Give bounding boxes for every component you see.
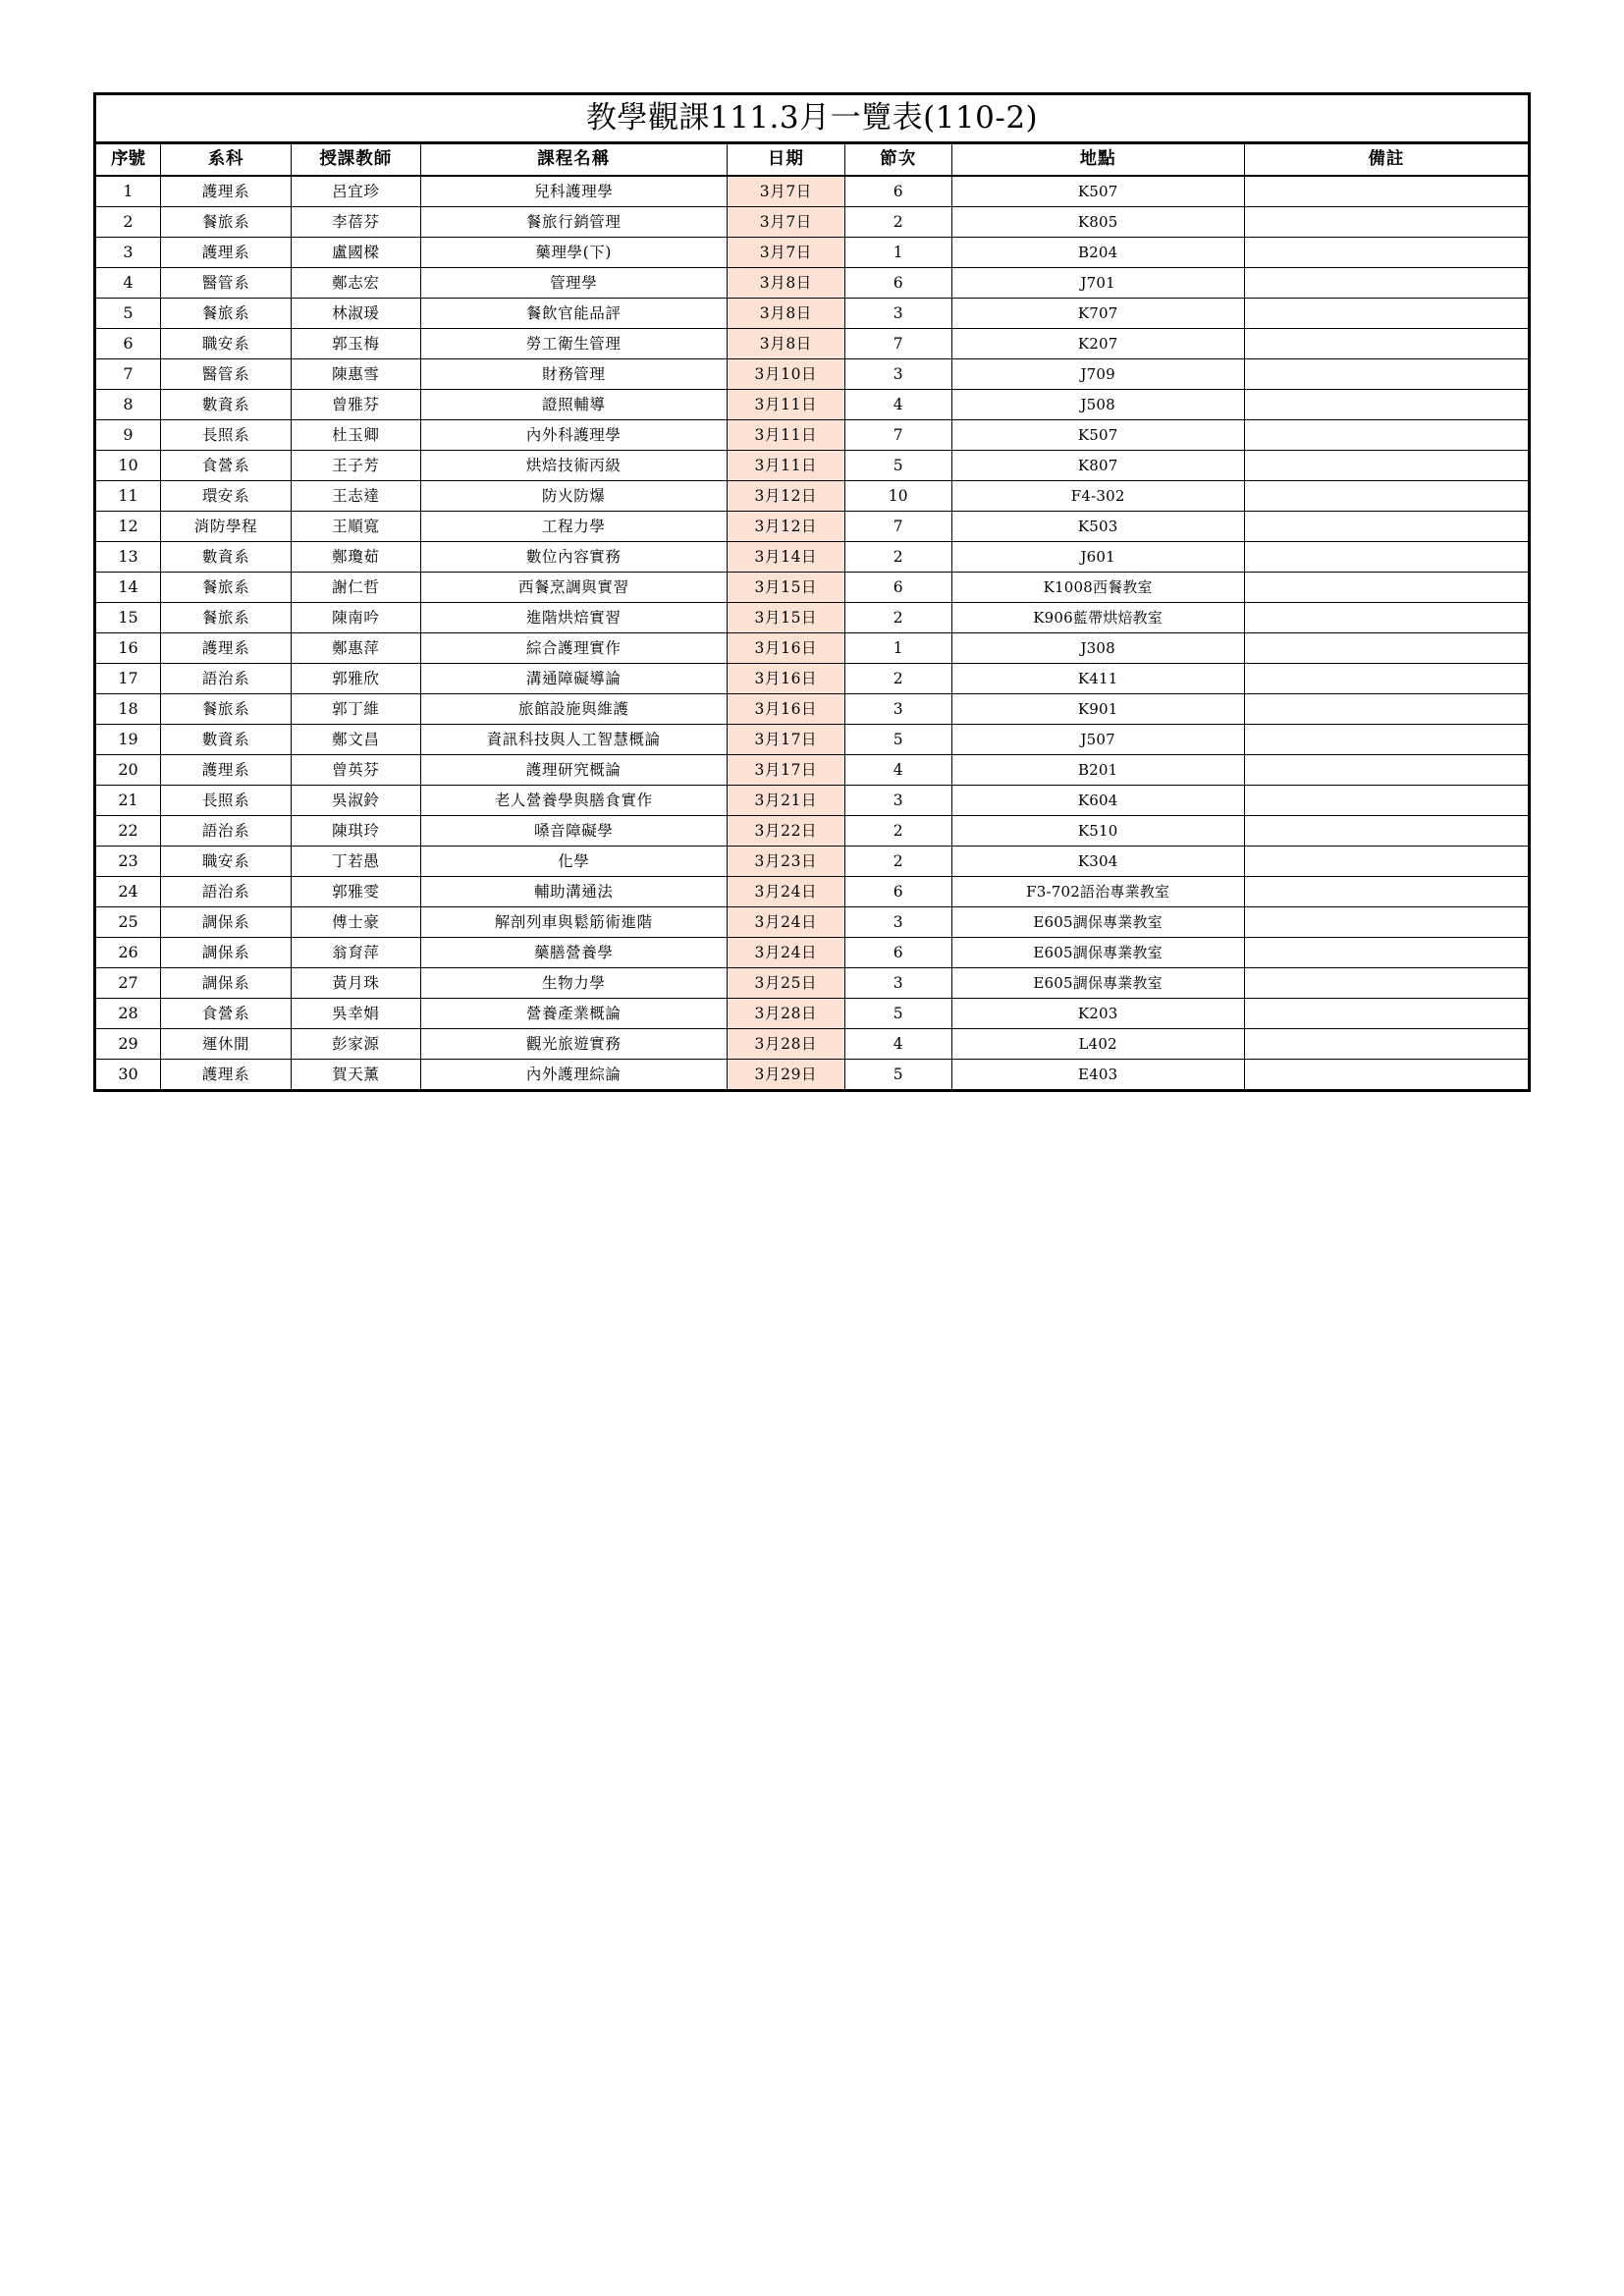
cell-room: E605調保專業教室	[951, 907, 1244, 938]
cell-course: 勞工衛生管理	[420, 329, 727, 359]
table-row	[95, 877, 1530, 907]
table-row	[95, 359, 1530, 390]
cell-room: E605調保專業教室	[951, 938, 1244, 968]
cell-seq: 2	[95, 207, 161, 238]
cell-period: 2	[844, 664, 951, 694]
cell-teacher: 陳南吟	[291, 603, 420, 633]
column-header-teacher: 授課教師	[291, 143, 420, 177]
cell-note	[1244, 451, 1529, 481]
cell-seq: 17	[95, 664, 161, 694]
cell-date: 3月17日	[727, 725, 844, 755]
cell-dept: 調保系	[161, 968, 292, 999]
schedule-table	[93, 92, 1531, 1092]
cell-period: 3	[844, 786, 951, 816]
cell-seq: 24	[95, 877, 161, 907]
cell-date: 3月14日	[727, 542, 844, 573]
cell-seq: 5	[95, 299, 161, 329]
cell-note	[1244, 420, 1529, 451]
table-row	[95, 664, 1530, 694]
cell-seq: 16	[95, 633, 161, 664]
cell-teacher: 郭雅雯	[291, 877, 420, 907]
cell-date: 3月15日	[727, 603, 844, 633]
cell-note	[1244, 725, 1529, 755]
cell-period: 2	[844, 847, 951, 877]
cell-teacher: 陳惠雪	[291, 359, 420, 390]
title-row	[95, 94, 1530, 143]
cell-room: F4-302	[951, 481, 1244, 512]
table-row	[95, 816, 1530, 847]
cell-date: 3月24日	[727, 877, 844, 907]
cell-date: 3月7日	[727, 238, 844, 268]
cell-seq: 20	[95, 755, 161, 786]
cell-seq: 3	[95, 238, 161, 268]
cell-course: 化學	[420, 847, 727, 877]
cell-note	[1244, 877, 1529, 907]
cell-note	[1244, 481, 1529, 512]
cell-period: 2	[844, 542, 951, 573]
cell-date: 3月16日	[727, 633, 844, 664]
cell-course: 老人營養學與膳食實作	[420, 786, 727, 816]
cell-course: 營養產業概論	[420, 999, 727, 1029]
cell-seq: 30	[95, 1060, 161, 1091]
table-row	[95, 725, 1530, 755]
table-row	[95, 420, 1530, 451]
cell-note	[1244, 176, 1529, 207]
cell-date: 3月11日	[727, 451, 844, 481]
cell-dept: 數資系	[161, 390, 292, 420]
cell-room: J601	[951, 542, 1244, 573]
cell-room: K503	[951, 512, 1244, 542]
cell-dept: 護理系	[161, 1060, 292, 1091]
cell-note	[1244, 329, 1529, 359]
cell-teacher: 鄭文昌	[291, 725, 420, 755]
table-row	[95, 329, 1530, 359]
column-header-seq: 序號	[95, 143, 161, 177]
cell-room: K1008西餐教室	[951, 573, 1244, 603]
cell-room: E605調保專業教室	[951, 968, 1244, 999]
cell-note	[1244, 755, 1529, 786]
cell-room: K807	[951, 451, 1244, 481]
cell-note	[1244, 359, 1529, 390]
cell-room: K304	[951, 847, 1244, 877]
cell-course: 進階烘焙實習	[420, 603, 727, 633]
cell-date: 3月12日	[727, 512, 844, 542]
cell-course: 證照輔導	[420, 390, 727, 420]
cell-note	[1244, 542, 1529, 573]
cell-seq: 4	[95, 268, 161, 299]
column-header-date: 日期	[727, 143, 844, 177]
schedule-table-body	[95, 94, 1530, 1091]
cell-course: 旅館設施與維護	[420, 694, 727, 725]
cell-room: K510	[951, 816, 1244, 847]
table-row	[95, 481, 1530, 512]
cell-period: 5	[844, 999, 951, 1029]
cell-course: 餐旅行銷管理	[420, 207, 727, 238]
cell-note	[1244, 786, 1529, 816]
cell-dept: 餐旅系	[161, 299, 292, 329]
cell-period: 7	[844, 329, 951, 359]
cell-teacher: 郭雅欣	[291, 664, 420, 694]
cell-seq: 29	[95, 1029, 161, 1060]
cell-room: L402	[951, 1029, 1244, 1060]
cell-note	[1244, 1060, 1529, 1091]
cell-period: 2	[844, 603, 951, 633]
cell-date: 3月8日	[727, 299, 844, 329]
cell-dept: 環安系	[161, 481, 292, 512]
cell-dept: 語治系	[161, 664, 292, 694]
cell-teacher: 翁育萍	[291, 938, 420, 968]
cell-teacher: 郭丁維	[291, 694, 420, 725]
cell-dept: 數資系	[161, 542, 292, 573]
column-header-period: 節次	[844, 143, 951, 177]
cell-dept: 醫管系	[161, 359, 292, 390]
cell-seq: 21	[95, 786, 161, 816]
cell-note	[1244, 968, 1529, 999]
cell-note	[1244, 816, 1529, 847]
page-title: 教學觀課111.3月一覽表(110-2)	[95, 94, 1530, 143]
cell-teacher: 丁若愚	[291, 847, 420, 877]
cell-note	[1244, 268, 1529, 299]
cell-dept: 餐旅系	[161, 694, 292, 725]
cell-period: 6	[844, 268, 951, 299]
table-row	[95, 451, 1530, 481]
cell-period: 6	[844, 176, 951, 207]
cell-course: 內外科護理學	[420, 420, 727, 451]
cell-dept: 職安系	[161, 847, 292, 877]
cell-dept: 醫管系	[161, 268, 292, 299]
table-row	[95, 694, 1530, 725]
cell-course: 綜合護理實作	[420, 633, 727, 664]
cell-period: 5	[844, 725, 951, 755]
cell-seq: 27	[95, 968, 161, 999]
cell-note	[1244, 1029, 1529, 1060]
table-row	[95, 847, 1530, 877]
cell-date: 3月21日	[727, 786, 844, 816]
cell-seq: 8	[95, 390, 161, 420]
cell-teacher: 鄭志宏	[291, 268, 420, 299]
cell-dept: 長照系	[161, 786, 292, 816]
cell-seq: 25	[95, 907, 161, 938]
cell-course: 觀光旅遊實務	[420, 1029, 727, 1060]
cell-date: 3月11日	[727, 390, 844, 420]
cell-date: 3月29日	[727, 1060, 844, 1091]
cell-date: 3月11日	[727, 420, 844, 451]
table-row	[95, 755, 1530, 786]
cell-room: J709	[951, 359, 1244, 390]
cell-seq: 26	[95, 938, 161, 968]
cell-teacher: 盧國樑	[291, 238, 420, 268]
cell-room: K805	[951, 207, 1244, 238]
cell-room: J507	[951, 725, 1244, 755]
cell-period: 6	[844, 938, 951, 968]
cell-period: 1	[844, 633, 951, 664]
cell-dept: 護理系	[161, 755, 292, 786]
cell-note	[1244, 847, 1529, 877]
cell-seq: 9	[95, 420, 161, 451]
cell-date: 3月16日	[727, 664, 844, 694]
table-row	[95, 1029, 1530, 1060]
cell-room: K207	[951, 329, 1244, 359]
cell-seq: 19	[95, 725, 161, 755]
cell-room: J701	[951, 268, 1244, 299]
cell-period: 2	[844, 816, 951, 847]
cell-dept: 護理系	[161, 176, 292, 207]
cell-seq: 11	[95, 481, 161, 512]
cell-seq: 12	[95, 512, 161, 542]
cell-period: 1	[844, 238, 951, 268]
cell-period: 7	[844, 512, 951, 542]
cell-dept: 餐旅系	[161, 603, 292, 633]
cell-course: 資訊科技與人工智慧概論	[420, 725, 727, 755]
cell-course: 數位內容實務	[420, 542, 727, 573]
cell-note	[1244, 907, 1529, 938]
cell-note	[1244, 999, 1529, 1029]
cell-teacher: 謝仁哲	[291, 573, 420, 603]
cell-period: 3	[844, 907, 951, 938]
cell-date: 3月24日	[727, 907, 844, 938]
column-header-dept: 系科	[161, 143, 292, 177]
cell-period: 3	[844, 694, 951, 725]
cell-room: B204	[951, 238, 1244, 268]
cell-period: 6	[844, 573, 951, 603]
cell-teacher: 彭家源	[291, 1029, 420, 1060]
cell-date: 3月7日	[727, 207, 844, 238]
table-row	[95, 999, 1530, 1029]
cell-teacher: 曾英芬	[291, 755, 420, 786]
cell-teacher: 陳琪玲	[291, 816, 420, 847]
cell-course: 工程力學	[420, 512, 727, 542]
cell-date: 3月16日	[727, 694, 844, 725]
cell-teacher: 杜玉卿	[291, 420, 420, 451]
cell-course: 生物力學	[420, 968, 727, 999]
cell-room: K411	[951, 664, 1244, 694]
cell-seq: 10	[95, 451, 161, 481]
cell-date: 3月25日	[727, 968, 844, 999]
table-row	[95, 1060, 1530, 1091]
cell-date: 3月23日	[727, 847, 844, 877]
cell-note	[1244, 603, 1529, 633]
cell-teacher: 王子芳	[291, 451, 420, 481]
cell-seq: 15	[95, 603, 161, 633]
cell-course: 解剖列車與鬆筋術進階	[420, 907, 727, 938]
cell-course: 財務管理	[420, 359, 727, 390]
cell-note	[1244, 633, 1529, 664]
cell-course: 餐飲官能品評	[420, 299, 727, 329]
cell-period: 5	[844, 1060, 951, 1091]
cell-seq: 6	[95, 329, 161, 359]
cell-course: 兒科護理學	[420, 176, 727, 207]
cell-period: 4	[844, 1029, 951, 1060]
cell-dept: 語治系	[161, 816, 292, 847]
table-row	[95, 573, 1530, 603]
cell-dept: 數資系	[161, 725, 292, 755]
cell-period: 3	[844, 968, 951, 999]
table-row	[95, 907, 1530, 938]
schedule-sheet	[93, 92, 1531, 1092]
table-row	[95, 390, 1530, 420]
cell-date: 3月24日	[727, 938, 844, 968]
cell-dept: 消防學程	[161, 512, 292, 542]
cell-room: J508	[951, 390, 1244, 420]
cell-date: 3月8日	[727, 329, 844, 359]
cell-date: 3月28日	[727, 1029, 844, 1060]
cell-teacher: 王順寬	[291, 512, 420, 542]
cell-seq: 14	[95, 573, 161, 603]
cell-note	[1244, 390, 1529, 420]
cell-note	[1244, 207, 1529, 238]
cell-period: 7	[844, 420, 951, 451]
cell-date: 3月10日	[727, 359, 844, 390]
table-row	[95, 207, 1530, 238]
cell-seq: 13	[95, 542, 161, 573]
cell-course: 防火防爆	[420, 481, 727, 512]
table-header-row	[95, 143, 1530, 177]
column-header-course: 課程名稱	[420, 143, 727, 177]
cell-date: 3月22日	[727, 816, 844, 847]
cell-teacher: 傅士豪	[291, 907, 420, 938]
cell-note	[1244, 238, 1529, 268]
cell-course: 內外護理綜論	[420, 1060, 727, 1091]
table-row	[95, 299, 1530, 329]
cell-room: E403	[951, 1060, 1244, 1091]
cell-course: 護理研究概論	[420, 755, 727, 786]
cell-note	[1244, 664, 1529, 694]
cell-teacher: 曾雅芬	[291, 390, 420, 420]
cell-seq: 18	[95, 694, 161, 725]
cell-course: 管理學	[420, 268, 727, 299]
cell-course: 嗓音障礙學	[420, 816, 727, 847]
cell-teacher: 賀天薰	[291, 1060, 420, 1091]
cell-dept: 調保系	[161, 907, 292, 938]
cell-dept: 調保系	[161, 938, 292, 968]
cell-note	[1244, 512, 1529, 542]
cell-course: 藥理學(下)	[420, 238, 727, 268]
cell-date: 3月15日	[727, 573, 844, 603]
table-row	[95, 968, 1530, 999]
cell-dept: 運休閒	[161, 1029, 292, 1060]
column-header-room: 地點	[951, 143, 1244, 177]
cell-seq: 28	[95, 999, 161, 1029]
cell-room: K707	[951, 299, 1244, 329]
cell-dept: 餐旅系	[161, 573, 292, 603]
cell-teacher: 王志達	[291, 481, 420, 512]
cell-seq: 7	[95, 359, 161, 390]
cell-room: B201	[951, 755, 1244, 786]
cell-dept: 食營系	[161, 999, 292, 1029]
cell-room: J308	[951, 633, 1244, 664]
cell-period: 4	[844, 755, 951, 786]
cell-period: 3	[844, 359, 951, 390]
cell-date: 3月12日	[727, 481, 844, 512]
cell-room: K604	[951, 786, 1244, 816]
cell-period: 2	[844, 207, 951, 238]
cell-dept: 護理系	[161, 238, 292, 268]
cell-teacher: 林淑瑗	[291, 299, 420, 329]
cell-teacher: 呂宜珍	[291, 176, 420, 207]
cell-room: K507	[951, 176, 1244, 207]
cell-dept: 語治系	[161, 877, 292, 907]
cell-teacher: 鄭惠萍	[291, 633, 420, 664]
cell-dept: 職安系	[161, 329, 292, 359]
table-row	[95, 603, 1530, 633]
cell-seq: 23	[95, 847, 161, 877]
cell-period: 10	[844, 481, 951, 512]
table-row	[95, 786, 1530, 816]
cell-teacher: 黃月珠	[291, 968, 420, 999]
cell-seq: 1	[95, 176, 161, 207]
cell-note	[1244, 938, 1529, 968]
cell-room: K507	[951, 420, 1244, 451]
cell-room: K906藍帶烘焙教室	[951, 603, 1244, 633]
cell-teacher: 吳淑鈴	[291, 786, 420, 816]
table-row	[95, 633, 1530, 664]
cell-course: 藥膳營養學	[420, 938, 727, 968]
cell-note	[1244, 694, 1529, 725]
cell-teacher: 郭玉梅	[291, 329, 420, 359]
cell-dept: 護理系	[161, 633, 292, 664]
cell-dept: 餐旅系	[161, 207, 292, 238]
cell-room: F3-702語治專業教室	[951, 877, 1244, 907]
cell-date: 3月28日	[727, 999, 844, 1029]
cell-teacher: 李蓓芬	[291, 207, 420, 238]
cell-dept: 食營系	[161, 451, 292, 481]
cell-period: 3	[844, 299, 951, 329]
cell-teacher: 鄭瓊茹	[291, 542, 420, 573]
table-row	[95, 512, 1530, 542]
cell-course: 西餐烹調與實習	[420, 573, 727, 603]
cell-course: 烘焙技術丙級	[420, 451, 727, 481]
cell-period: 6	[844, 877, 951, 907]
table-row	[95, 542, 1530, 573]
cell-period: 5	[844, 451, 951, 481]
column-header-note: 備註	[1244, 143, 1529, 177]
cell-period: 4	[844, 390, 951, 420]
table-row	[95, 938, 1530, 968]
cell-note	[1244, 573, 1529, 603]
cell-course: 溝通障礙導論	[420, 664, 727, 694]
cell-date: 3月17日	[727, 755, 844, 786]
cell-room: K901	[951, 694, 1244, 725]
table-row	[95, 238, 1530, 268]
cell-room: K203	[951, 999, 1244, 1029]
cell-teacher: 吳幸娟	[291, 999, 420, 1029]
cell-dept: 長照系	[161, 420, 292, 451]
table-row	[95, 268, 1530, 299]
cell-date: 3月8日	[727, 268, 844, 299]
cell-date: 3月7日	[727, 176, 844, 207]
cell-seq: 22	[95, 816, 161, 847]
cell-note	[1244, 299, 1529, 329]
cell-course: 輔助溝通法	[420, 877, 727, 907]
table-row	[95, 176, 1530, 207]
